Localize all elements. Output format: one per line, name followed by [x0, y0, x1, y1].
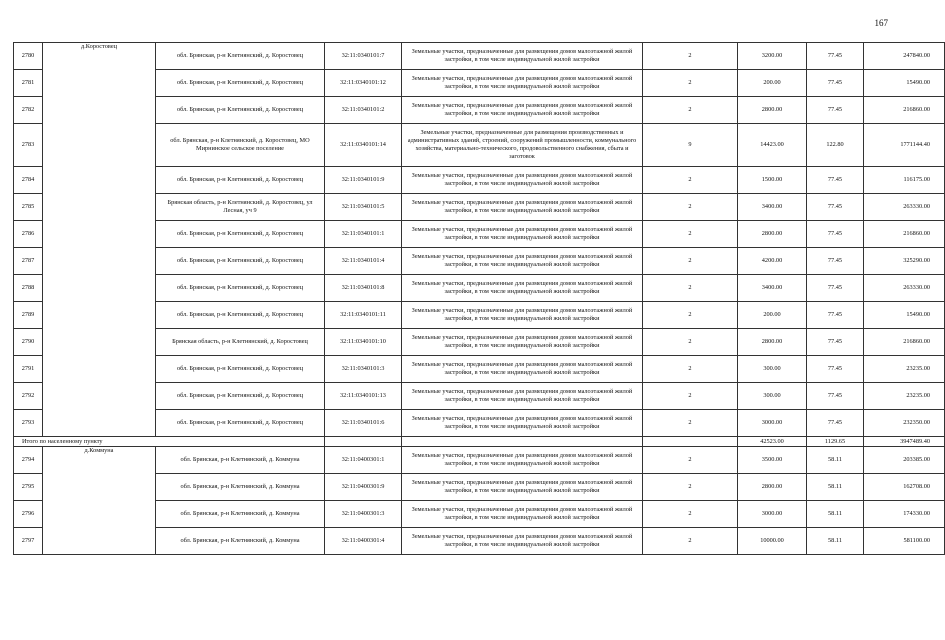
row-number: 2788 [14, 275, 43, 302]
category-cell: 2 [643, 501, 738, 528]
cadastral-number-cell: 32:11:0340101:6 [325, 410, 402, 437]
row-number: 2783 [14, 124, 43, 167]
cost-cell: 15490.00 [864, 302, 945, 329]
address-cell: обл. Брянская, р-н Клетнянский, д. Коммуна [156, 474, 325, 501]
category-cell: 2 [643, 383, 738, 410]
cost-cell: 216860.00 [864, 329, 945, 356]
permitted-use-cell: Земельные участки, предназначенные для размещения домов малоэтажной жилой застройки, в том числе индивидуальной жилой застройки [402, 97, 643, 124]
price-cell: 77.45 [807, 356, 864, 383]
permitted-use-cell: Земельные участки, предназначенные для размещения домов малоэтажной жилой застройки, в том числе индивидуальной жилой застройки [402, 167, 643, 194]
cadastral-number-cell: 32:11:0340101:14 [325, 124, 402, 167]
cost-cell: 15490.00 [864, 70, 945, 97]
category-cell: 2 [643, 302, 738, 329]
price-cell: 77.45 [807, 275, 864, 302]
price-cell: 58.11 [807, 501, 864, 528]
price-cell: 77.45 [807, 302, 864, 329]
cadastral-number-cell: 32:11:0340101:5 [325, 194, 402, 221]
price-cell: 58.11 [807, 447, 864, 474]
row-number: 2792 [14, 383, 43, 410]
land-plots-table [13, 42, 945, 555]
category-cell: 2 [643, 275, 738, 302]
price-cell: 77.45 [807, 221, 864, 248]
permitted-use-cell: Земельные участки, предназначенные для размещения домов малоэтажной жилой застройки, в том числе индивидуальной жилой застройки [402, 70, 643, 97]
cost-cell: 581100.00 [864, 528, 945, 555]
cadastral-number-cell: 32:11:0340101:1 [325, 221, 402, 248]
area-cell: 2800.00 [738, 474, 807, 501]
category-cell: 2 [643, 43, 738, 70]
row-number: 2787 [14, 248, 43, 275]
cost-cell: 174330.00 [864, 501, 945, 528]
area-cell: 2800.00 [738, 221, 807, 248]
area-cell: 2800.00 [738, 97, 807, 124]
area-cell: 3400.00 [738, 275, 807, 302]
cadastral-number-cell: 32:11:0400301:3 [325, 501, 402, 528]
permitted-use-cell: Земельные участки, предназначенные для размещения домов малоэтажной жилой застройки, в том числе индивидуальной жилой застройки [402, 275, 643, 302]
price-cell: 77.45 [807, 248, 864, 275]
total-label: Итого по населенному пункту [14, 437, 325, 447]
area-cell: 10000.00 [738, 528, 807, 555]
row-number: 2793 [14, 410, 43, 437]
empty-cell [402, 437, 643, 447]
row-number: 2797 [14, 528, 43, 555]
table-row [14, 447, 945, 474]
address-cell: обл. Брянская, р-н Клетнянский, д. Коммуна [156, 501, 325, 528]
permitted-use-cell: Земельные участки, предназначенные для размещения домов малоэтажной жилой застройки, в том числе индивидуальной жилой застройки [402, 302, 643, 329]
cost-cell: 162708.00 [864, 474, 945, 501]
category-cell: 2 [643, 410, 738, 437]
area-cell: 4200.00 [738, 248, 807, 275]
cadastral-number-cell: 32:11:0340101:10 [325, 329, 402, 356]
table-row [14, 43, 945, 70]
permitted-use-cell: Земельные участки, предназначенные для размещения домов малоэтажной жилой застройки, в том числе индивидуальной жилой застройки [402, 410, 643, 437]
address-cell: Брянская область, р-н Клетнянский, д. Коростовец [156, 329, 325, 356]
address-cell: обл. Брянская, р-н Клетнянский, д. Коростовец [156, 275, 325, 302]
row-number: 2790 [14, 329, 43, 356]
category-cell: 2 [643, 329, 738, 356]
cost-cell: 216860.00 [864, 97, 945, 124]
cost-cell: 232350.00 [864, 410, 945, 437]
cost-cell: 23235.00 [864, 356, 945, 383]
cost-cell: 23235.00 [864, 383, 945, 410]
price-cell: 77.45 [807, 43, 864, 70]
price-cell: 77.45 [807, 194, 864, 221]
area-cell: 300.00 [738, 356, 807, 383]
settlement-name: д.Коростовец [43, 43, 156, 437]
cost-cell: 203385.00 [864, 447, 945, 474]
total-area: 42523.00 [738, 437, 807, 447]
row-number: 2789 [14, 302, 43, 329]
permitted-use-cell: Земельные участки, предназначенные для размещения производственных и административных зданий, строений, сооружений промышленности, коммунального хозяйства, материально-технического, продовольственного снабжения, сбыта и заготовок [402, 124, 643, 167]
address-cell: Брянская область, р-н Клетнянский, д. Коростовец, ул Лесная, уч 9 [156, 194, 325, 221]
category-cell: 9 [643, 124, 738, 167]
category-cell: 2 [643, 167, 738, 194]
cost-cell: 325290.00 [864, 248, 945, 275]
price-cell: 77.45 [807, 383, 864, 410]
cadastral-number-cell: 32:11:0400301:4 [325, 528, 402, 555]
address-cell: обл. Брянская, р-н Клетнянский, д. Коростовец, МО Мирнинское сельское поселение [156, 124, 325, 167]
address-cell: обл. Брянская, р-н Клетнянский, д. Коростовец [156, 410, 325, 437]
total-cost: 3947489.40 [864, 437, 945, 447]
cadastral-number-cell: 32:11:0340101:13 [325, 383, 402, 410]
cadastral-number-cell: 32:11:0340101:3 [325, 356, 402, 383]
table-body [14, 43, 945, 555]
address-cell: обл. Брянская, р-н Клетнянский, д. Коростовец [156, 383, 325, 410]
area-cell: 14423.00 [738, 124, 807, 167]
permitted-use-cell: Земельные участки, предназначенные для размещения домов малоэтажной жилой застройки, в том числе индивидуальной жилой застройки [402, 501, 643, 528]
cadastral-number-cell: 32:11:0340101:12 [325, 70, 402, 97]
permitted-use-cell: Земельные участки, предназначенные для размещения домов малоэтажной жилой застройки, в том числе индивидуальной жилой застройки [402, 329, 643, 356]
cadastral-number-cell: 32:11:0340101:2 [325, 97, 402, 124]
area-cell: 200.00 [738, 70, 807, 97]
area-cell: 3500.00 [738, 447, 807, 474]
area-cell: 2800.00 [738, 329, 807, 356]
category-cell: 2 [643, 474, 738, 501]
cadastral-number-cell: 32:11:0340101:7 [325, 43, 402, 70]
permitted-use-cell: Земельные участки, предназначенные для размещения домов малоэтажной жилой застройки, в том числе индивидуальной жилой застройки [402, 43, 643, 70]
price-cell: 122.80 [807, 124, 864, 167]
price-cell: 77.45 [807, 329, 864, 356]
area-cell: 3000.00 [738, 501, 807, 528]
cost-cell: 263330.00 [864, 275, 945, 302]
cadastral-number-cell: 32:11:0340101:4 [325, 248, 402, 275]
row-number: 2782 [14, 97, 43, 124]
permitted-use-cell: Земельные участки, предназначенные для размещения домов малоэтажной жилой застройки, в том числе индивидуальной жилой застройки [402, 221, 643, 248]
address-cell: обл. Брянская, р-н Клетнянский, д. Коммуна [156, 447, 325, 474]
row-number: 2795 [14, 474, 43, 501]
category-cell: 2 [643, 248, 738, 275]
row-number: 2785 [14, 194, 43, 221]
price-cell: 58.11 [807, 474, 864, 501]
cadastral-number-cell: 32:11:0340101:11 [325, 302, 402, 329]
address-cell: обл. Брянская, р-н Клетнянский, д. Коростовец [156, 97, 325, 124]
permitted-use-cell: Земельные участки, предназначенные для размещения домов малоэтажной жилой застройки, в том числе индивидуальной жилой застройки [402, 356, 643, 383]
cost-cell: 247840.00 [864, 43, 945, 70]
row-number: 2791 [14, 356, 43, 383]
area-cell: 1500.00 [738, 167, 807, 194]
cadastral-number-cell: 32:11:0340101:8 [325, 275, 402, 302]
settlement-name: д.Коммуна [43, 447, 156, 555]
price-cell: 58.11 [807, 528, 864, 555]
row-number: 2794 [14, 447, 43, 474]
address-cell: обл. Брянская, р-н Клетнянский, д. Коростовец [156, 43, 325, 70]
cadastral-number-cell: 32:11:0400301:1 [325, 447, 402, 474]
address-cell: обл. Брянская, р-н Клетнянский, д. Коростовец [156, 167, 325, 194]
settlement-total-row [14, 437, 945, 447]
category-cell: 2 [643, 528, 738, 555]
cadastral-number-cell: 32:11:0340101:9 [325, 167, 402, 194]
category-cell: 2 [643, 447, 738, 474]
price-cell: 77.45 [807, 97, 864, 124]
empty-cell [325, 437, 402, 447]
cost-cell: 1771144.40 [864, 124, 945, 167]
row-number: 2786 [14, 221, 43, 248]
row-number: 2796 [14, 501, 43, 528]
price-cell: 77.45 [807, 70, 864, 97]
address-cell: обл. Брянская, р-н Клетнянский, д. Коммуна [156, 528, 325, 555]
category-cell: 2 [643, 97, 738, 124]
row-number: 2780 [14, 43, 43, 70]
category-cell: 2 [643, 221, 738, 248]
address-cell: обл. Брянская, р-н Клетнянский, д. Коростовец [156, 70, 325, 97]
address-cell: обл. Брянская, р-н Клетнянский, д. Коростовец [156, 356, 325, 383]
area-cell: 200.00 [738, 302, 807, 329]
page-number: 167 [874, 18, 888, 28]
permitted-use-cell: Земельные участки, предназначенные для размещения домов малоэтажной жилой застройки, в том числе индивидуальной жилой застройки [402, 383, 643, 410]
area-cell: 300.00 [738, 383, 807, 410]
category-cell: 2 [643, 70, 738, 97]
permitted-use-cell: Земельные участки, предназначенные для размещения домов малоэтажной жилой застройки, в том числе индивидуальной жилой застройки [402, 248, 643, 275]
address-cell: обл. Брянская, р-н Клетнянский, д. Коростовец [156, 248, 325, 275]
area-cell: 3000.00 [738, 410, 807, 437]
category-cell: 2 [643, 356, 738, 383]
area-cell: 3400.00 [738, 194, 807, 221]
permitted-use-cell: Земельные участки, предназначенные для размещения домов малоэтажной жилой застройки, в том числе индивидуальной жилой застройки [402, 528, 643, 555]
permitted-use-cell: Земельные участки, предназначенные для размещения домов малоэтажной жилой застройки, в том числе индивидуальной жилой застройки [402, 447, 643, 474]
permitted-use-cell: Земельные участки, предназначенные для размещения домов малоэтажной жилой застройки, в том числе индивидуальной жилой застройки [402, 474, 643, 501]
cost-cell: 263330.00 [864, 194, 945, 221]
category-cell: 2 [643, 194, 738, 221]
address-cell: обл. Брянская, р-н Клетнянский, д. Коростовец [156, 302, 325, 329]
cost-cell: 216860.00 [864, 221, 945, 248]
row-number: 2784 [14, 167, 43, 194]
row-number: 2781 [14, 70, 43, 97]
area-cell: 3200.00 [738, 43, 807, 70]
price-cell: 77.45 [807, 167, 864, 194]
permitted-use-cell: Земельные участки, предназначенные для размещения домов малоэтажной жилой застройки, в том числе индивидуальной жилой застройки [402, 194, 643, 221]
total-price: 1129.65 [807, 437, 864, 447]
empty-cell [643, 437, 738, 447]
cadastral-number-cell: 32:11:0400301:9 [325, 474, 402, 501]
address-cell: обл. Брянская, р-н Клетнянский, д. Коростовец [156, 221, 325, 248]
cost-cell: 116175.00 [864, 167, 945, 194]
price-cell: 77.45 [807, 410, 864, 437]
